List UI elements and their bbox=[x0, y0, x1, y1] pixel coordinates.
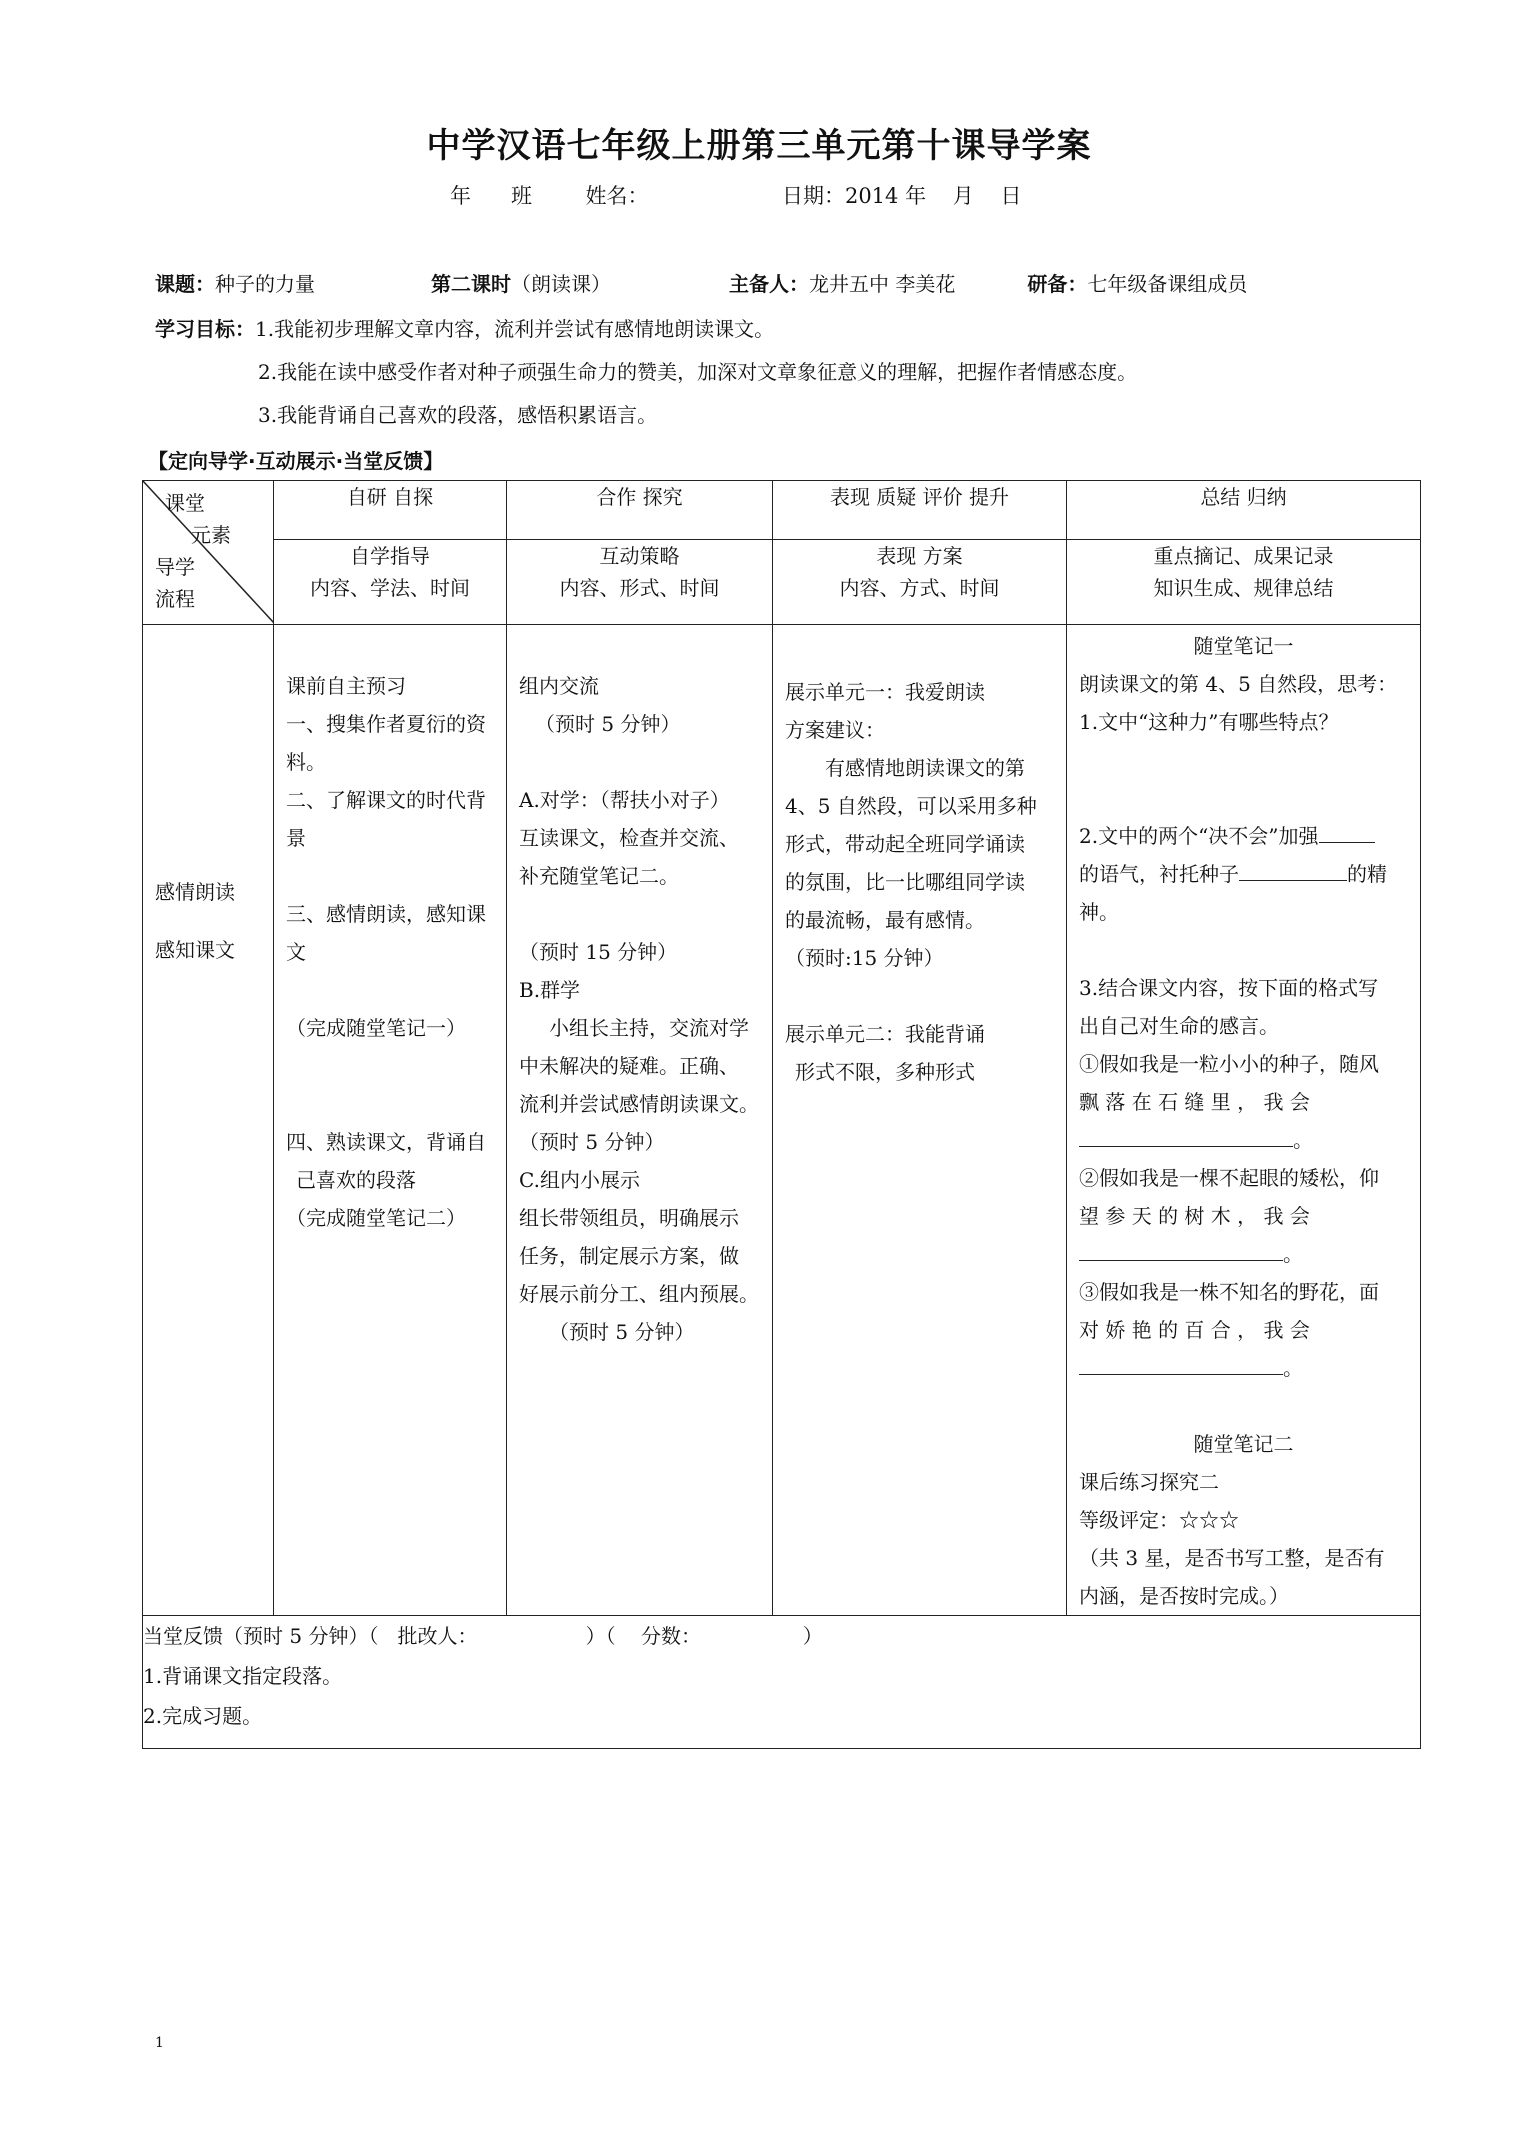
period-type: （朗读课） bbox=[511, 272, 611, 296]
corner-label-d: 流程 bbox=[155, 587, 195, 611]
class-name-date-line: 年 班 姓名： 日期：2014 年 月 日 bbox=[450, 184, 1022, 208]
feedback-cell: 当堂反馈（预时 5 分钟）（ 批改人： ）（ 分数： ） 1.背诵课文指定段落。 2.完成习题。 bbox=[143, 1616, 1421, 1749]
notes-two-heading: 随堂笔记二 bbox=[1193, 1432, 1294, 1456]
topic-value: 种子的力量 bbox=[215, 272, 315, 296]
subheader-row bbox=[143, 540, 1421, 625]
notes-one-heading: 随堂笔记一 bbox=[1193, 634, 1294, 658]
corner-label-b: 元素 bbox=[191, 523, 231, 547]
group-value: 七年级备课组成员 bbox=[1087, 272, 1248, 296]
corner-label-a: 课堂 bbox=[165, 491, 205, 515]
self-study-cell: 课前自主预习 一、搜集作者夏衍的资 料。 二、了解课文的时代背 景 三、感情朗读，感知课 文 （完成随堂笔记一） 四、熟读课文，背诵自 己喜欢的段落 （完成随堂笔记二） bbox=[274, 625, 507, 1616]
period-label: 第二课时 bbox=[431, 272, 511, 296]
column-subheader: 表现 方案 内容、方式、时间 bbox=[773, 540, 1067, 625]
group-label: 研备： bbox=[1027, 272, 1088, 296]
corner-diagonal-cell bbox=[143, 481, 274, 625]
lesson-plan-table bbox=[142, 480, 1421, 1749]
learning-goal-3: 3.我能背诵自己喜欢的段落，感悟积累语言。 bbox=[258, 403, 658, 427]
guide-heading: 【定向导学·互动展示·当堂反馈】 bbox=[148, 449, 444, 473]
summary-cell: 随堂笔记一 朗读课文的第 4、5 自然段，思考： 1.文中“这种力”有哪些特点？ 2.文中的两个“决不会”加强 的语气，衬托种子 的精 神。 3.结合课文内容，按下面的格式写 出自己对生命的感言。 ①假如我是一粒小小的种子，随风 飘 落 在 石 缝 里 ， 我 会 。 ②假如我是一棵不起眼的矮松，仰 望 参 天 的 树 木 ， 我 会 。 ③假如我是一株不知名的野花，面 对 娇 艳 的 百 合 ， 我 会 。 随堂笔记二 课后练习探究二 等级评定：☆☆☆ （共 3 星，是否书写工整，是否有 内涵，是否按时完成。） bbox=[1067, 625, 1421, 1616]
column-header: 合作 探究 bbox=[507, 481, 773, 540]
content-row bbox=[143, 625, 1421, 1616]
column-header: 总结 归纳 bbox=[1067, 481, 1421, 540]
cooperation-cell: 组内交流 （预时 5 分钟） A.对学：（帮扶小对子） 互读课文，检查并交流、 补充随堂笔记二。 （预时 15 分钟） B.群学 小组长主持，交流对学 中未解决的疑难。正确、 流利并尝试感情朗读课文。 （预时 5 分钟） C.组内小展示 组长带领组员，明确展示 任务，制定展示方案，做 好展示前分工、组内预展。 （预时 5 分钟） bbox=[507, 625, 773, 1616]
goals-label: 学习目标： bbox=[155, 317, 255, 341]
feedback-row bbox=[143, 1616, 1421, 1749]
topic-label: 课题： bbox=[155, 272, 215, 296]
page-number: 1 bbox=[155, 2035, 164, 2051]
column-subheader: 重点摘记、成果记录 知识生成、规律总结 bbox=[1067, 540, 1421, 625]
corner-label-c: 导学 bbox=[155, 555, 195, 579]
presentation-cell: 展示单元一：我爱朗读 方案建议： 有感情地朗读课文的第 4、5 自然段，可以采用多种 形式，带动起全班同学诵读 的氛围，比一比哪组同学读 的最流畅，最有感情。 （预时:15 分钟） 展示单元二：我能背诵 形式不限，多种形式 bbox=[773, 625, 1067, 1616]
author-label: 主备人： bbox=[729, 272, 809, 296]
stage-cell: 感情朗读 感知课文 bbox=[143, 625, 274, 1616]
column-subheader: 互动策略 内容、形式、时间 bbox=[507, 540, 773, 625]
learning-goal-1: 学习目标：1.我能初步理解文章内容，流利并尝试有感情地朗读课文。 bbox=[155, 317, 775, 341]
learning-goal-2: 2.我能在读中感受作者对种子顽强生命力的赞美，加深对文章象征意义的理解，把握作者情感态度。 bbox=[258, 360, 1138, 384]
header-row bbox=[143, 481, 1421, 540]
column-header: 自研 自探 bbox=[274, 481, 507, 540]
column-header: 表现 质疑 评价 提升 bbox=[773, 481, 1067, 540]
page-title: 中学汉语七年级上册第三单元第十课导学案 bbox=[426, 126, 1092, 166]
column-subheader: 自学指导 内容、学法、时间 bbox=[274, 540, 507, 625]
author-value: 龙井五中 李美花 bbox=[809, 272, 956, 296]
lesson-meta-line bbox=[155, 268, 1247, 297]
